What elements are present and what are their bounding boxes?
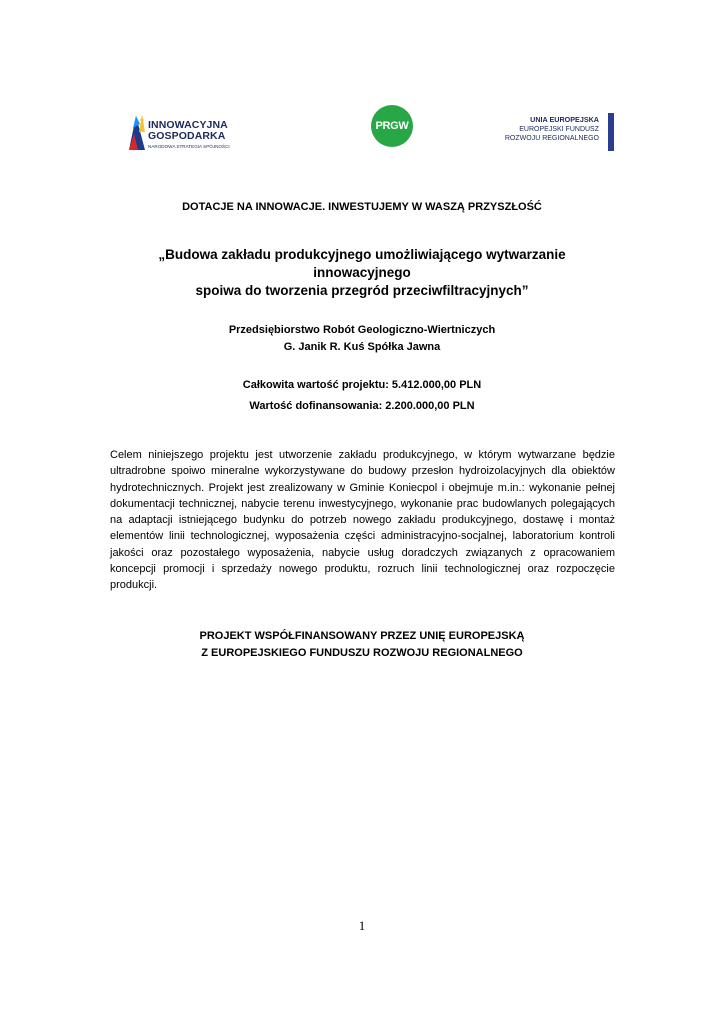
innowacyjna-logo-subtitle: NARODOWA STRATEGIA SPÓJNOŚCI — [148, 144, 230, 149]
innowacyjna-logo-line1: INNOWACYJNA — [148, 119, 228, 131]
innowacyjna-gospodarka-logo — [126, 110, 256, 154]
eu-fund-logo — [470, 113, 616, 155]
cofinancing-value: Wartość dofinansowania: 2.200.000,00 PLN — [249, 400, 475, 412]
funding-statement-line2: Z EUROPEJSKIEGO FUNDUSZU ROZWOJU REGIONALNEGO — [201, 647, 523, 659]
project-title-line2: innowacyjnego — [313, 265, 411, 280]
eu-logo-line3: ROZWOJU REGIONALNEGO — [504, 135, 599, 142]
company-name — [0, 322, 724, 356]
eu-flag-bar-icon — [608, 113, 614, 151]
total-project-value: Całkowita wartość projektu: 5.412.000,00 PLN — [242, 379, 482, 391]
eu-logo-line1: UNIA EUROPEJSKA — [530, 115, 599, 124]
logo-row — [0, 100, 724, 160]
innowacyjna-gospodarka-emblem-icon — [126, 110, 148, 154]
innowacyjna-logo-line2: GOSPODARKA — [148, 130, 226, 142]
project-description: Celem niniejszego projektu jest utworzenie zakładu produkcyjnego, w którym wytwarzane będzie ultradrobne spoiwo mineralne wykorzystywane do budowy przesłon hydroizolacyjnych dla obiektów hydrotechnicznych. Projekt jest zrealizowany w Gminie Koniecpol i obejmuje m.in.: wykonanie pełnej dokumentacji technicznej, nabycie terenu inwestycyjnego, wykonanie prac budowlanych polegających na adaptacji istniejącego budynku do potrzeb nowego zakładu produkcyjnego, dostawę i montaż elementów linii technologicznej, wyposażenia części administracyjno-socjalnej, laboratorium kontroli jakości oraz pozostałego wyposażenia, nabycie usług doradczych związanych z opracowaniem koncepcji promocji i sprzedaży nowego produktu, rozruch linii technologicznej oraz rozpoczęcie produkcji. — [110, 449, 615, 591]
project-title-line3: spoiwa do tworzenia przegród przeciwfiltracyjnych” — [195, 283, 529, 298]
page-number: 1 — [358, 918, 366, 933]
eu-logo-line2: EUROPEJSKI FUNDUSZ — [519, 126, 599, 133]
funding-statement — [0, 628, 724, 662]
funding-statement-line1: PROJEKT WSPÓŁFINANSOWANY PRZEZ UNIĘ EUROPEJSKĄ — [199, 630, 525, 642]
company-name-line1: Przedsiębiorstwo Robót Geologiczno-Wiertniczych — [228, 324, 496, 336]
project-values — [0, 375, 724, 417]
project-title-line1: „Budowa zakładu produkcyjnego umożliwiającego wytwarzanie — [158, 247, 566, 262]
project-title — [0, 246, 724, 300]
company-name-line2: G. Janik R. Kuś Spółka Jawna — [283, 341, 441, 353]
slogan: DOTACJE NA INNOWACJE. INWESTUJEMY W WASZĄ PRZYSZŁOŚĆ — [182, 201, 542, 213]
prgw-logo: PRGW — [371, 105, 413, 147]
